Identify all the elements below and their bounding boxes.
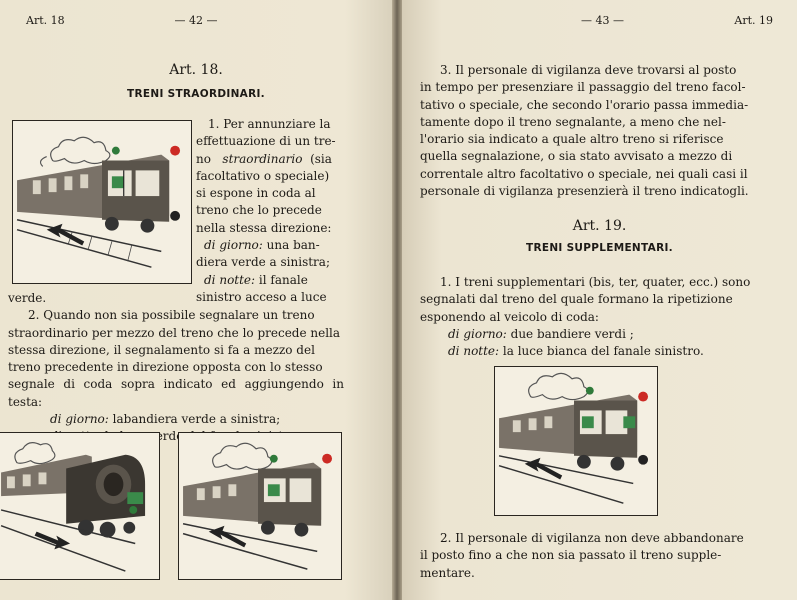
text-line: mentare. (420, 565, 475, 580)
left-page (0, 0, 392, 600)
article-heading: Art. 19. (572, 218, 627, 234)
text-line: una ban- (266, 238, 320, 253)
running-head-article: Art. 18 (26, 14, 65, 27)
text-line: treno precedente in direzione opposta con lo stesso (8, 360, 323, 375)
text-line: quella segnalazione, o sia stato avvisato a mezzo di (420, 149, 733, 164)
train-illustration-svg-2 (179, 433, 341, 579)
train-illustration-svg (13, 121, 191, 283)
running-head-left (26, 14, 366, 30)
text-line: facoltativo o speciale) (196, 168, 330, 183)
text-line: correntale altro facoltativo o speciale, nei quali casi il (420, 166, 748, 181)
text-line: (sia (310, 151, 332, 166)
article-18-paragraph-2 (8, 290, 344, 446)
supplementary-train-svg (495, 367, 657, 515)
text-line: tativo o speciale, che secondo l'orario passa immedia- (420, 97, 749, 112)
text-line-italic: di giorno: (448, 326, 507, 341)
text-line-italic: straordinario (222, 151, 303, 166)
article-19-paragraph-1 (420, 274, 756, 360)
text-line: verde (148, 429, 184, 444)
text-line: tamente dopo il treno segnalante, a meno che nel- (420, 114, 726, 129)
text-line: sinistro acceso a luce (196, 289, 327, 304)
supplementary-train-signal-illustration (494, 366, 658, 516)
text-line-italic: di notte: (204, 272, 256, 287)
text-line: 1. I treni supplementari (bis, ter, quater, ecc.) sono (440, 275, 751, 289)
text-line: no (196, 151, 211, 166)
text-line: il posto fino a che non sia passato il treno supple- (420, 548, 722, 563)
text-line: stessa direzione, il segnalamento si fa a mezzo del (8, 342, 315, 357)
running-head-right (432, 14, 773, 30)
text-line: 1. Per annunziare la (208, 117, 331, 131)
text-line: si espone in coda al (196, 186, 316, 201)
text-line: la luce bianca del fanale sinistro. (502, 344, 704, 359)
text-line: in tempo per presenziare il passaggio del treno facol- (420, 80, 746, 95)
article-19-paragraph-2 (420, 530, 756, 582)
text-line: l'orario sia indicato a quale altro treno si riferisce (420, 132, 724, 147)
text-line-italic: di notte: (448, 344, 500, 359)
page-number: — 42 — (174, 14, 218, 27)
right-page (402, 0, 797, 600)
text-line: nella stessa direzione: (196, 220, 332, 235)
text-line: labandiera verde a sinistra; (112, 412, 281, 427)
article-18-paragraph-1-wrapped (196, 116, 340, 306)
locomotive-illustration-svg (0, 433, 159, 579)
section-title: TRENI STRAORDINARI. (127, 88, 265, 100)
text-line: segnalati dal treno del quale formano la ripetizione (420, 292, 733, 307)
text-line: personale di vigilanza presenzierà il treno indicatogli. (420, 184, 749, 199)
page-number: — 43 — (581, 14, 624, 27)
locomotive-head-signal-illustration (0, 432, 160, 580)
text-line-italic: di giorno: (50, 412, 109, 427)
text-line: diera verde a sinistra; (196, 255, 330, 270)
article-18-paragraph-3 (420, 62, 756, 200)
article-heading: Art. 18. (169, 62, 223, 78)
text-line: il fanale (258, 272, 308, 287)
text-line: due bandiere verdi ; (510, 326, 634, 341)
section-title: TRENI SUPPLEMENTARI. (526, 242, 673, 254)
running-head-article: Art. 19 (734, 14, 773, 27)
text-line: verde. (8, 291, 47, 305)
text-line: straordinario per mezzo del treno che lo precede nella (8, 325, 341, 340)
text-line: 3. Il personale di vigilanza deve trovarsi al posto (440, 63, 737, 77)
text-line: treno che lo precede (196, 203, 322, 218)
text-line: 2. Quando non sia possibile segnalare un treno (28, 308, 315, 323)
train-tail-signal-illustration-2 (178, 432, 342, 580)
text-line: effettuazione di un tre- (196, 134, 336, 149)
text-line: esponendo al veicolo di coda: (420, 309, 599, 324)
train-tail-signal-illustration (12, 120, 192, 284)
text-line: 2. Il personale di vigilanza non deve abbandonare (440, 531, 744, 545)
book-gutter (392, 0, 402, 600)
text-line: segnale di coda sopra indicato ed aggiungendo in testa: (8, 377, 344, 409)
text-line-italic: di giorno: (204, 238, 263, 253)
